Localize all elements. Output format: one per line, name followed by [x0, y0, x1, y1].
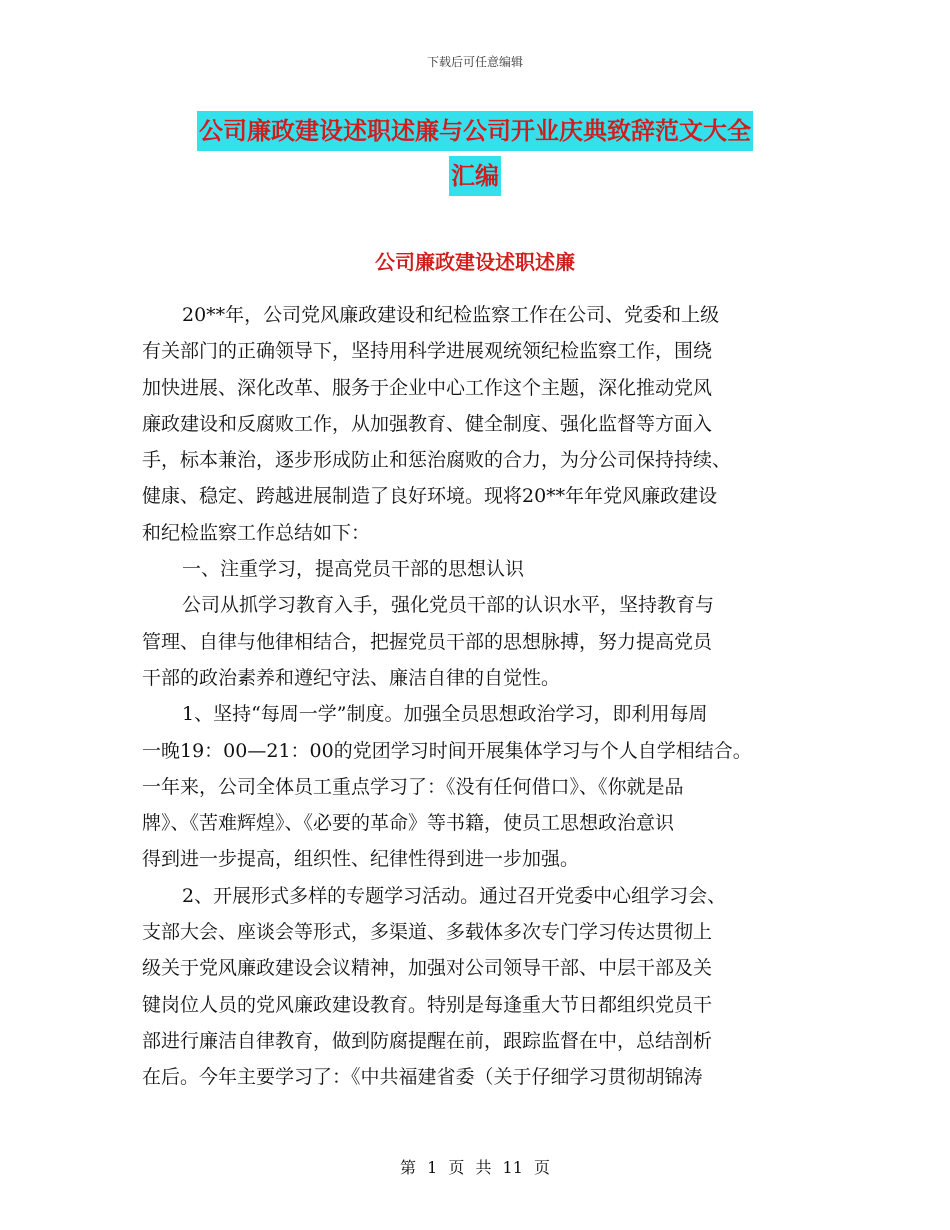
body-line: 部进行廉洁自律教育，做到防腐提醒在前，跟踪监督在中，总结剖析 — [142, 1029, 713, 1052]
body-line: 键岗位人员的党风廉政建设教育。特别是每逢重大节日都组织党员干 — [142, 993, 713, 1016]
body-line: 加快进展、深化改革、服务于企业中心工作这个主题，深化推动党风 — [142, 376, 713, 399]
body-line: 级关于党风廉政建设会议精神，加强对公司领导干部、中层干部及关 — [142, 957, 713, 980]
body-line: 一年来，公司全体员工重点学习了：《没有任何借口》、《你就是品 — [142, 775, 684, 798]
document-title-line-2-wrapper — [0, 156, 950, 196]
body-line: 公司从抓学习教育入手，强化党员干部的认识水平，坚持教育与 — [182, 594, 715, 617]
section-heading: 公司廉政建设述职述廉 — [375, 250, 575, 274]
body-line: 和纪检监察工作总结如下： — [142, 521, 371, 544]
document-body — [142, 297, 808, 1096]
body-line: 一、注重学习，提高党员干部的思想认识 — [182, 558, 525, 581]
body-line: 有关部门的正确领导下，坚持用科学进展观统领纪检监察工作，围绕 — [142, 340, 713, 363]
body-line: 管理、自律与他律相结合，把握党员干部的思想脉搏，努力提高党员 — [142, 630, 713, 653]
body-line: 一晚19：00—21：00的党团学习时间开展集体学习与个人自学相结合。 — [142, 739, 752, 762]
header-note: 下载后可任意编辑 — [426, 55, 523, 69]
body-line: 20**年，公司党风廉政建设和纪检监察工作在公司、党委和上级 — [182, 304, 720, 326]
document-title-line-1: 公司廉政建设述职述廉与公司开业庆典致辞范文大全 — [197, 111, 753, 151]
body-line: 廉政建设和反腐败工作，从加强教育、健全制度、强化监督等方面入 — [142, 412, 713, 435]
body-line: 干部的政治素养和遵纪守法、廉洁自律的自觉性。 — [142, 666, 561, 689]
body-line: 2、开展形式多样的专题学习活动。通过召开党委中心组学习会、 — [182, 884, 727, 907]
body-line: 支部大会、座谈会等形式，多渠道、多载体多次专门学习传达贯彻上 — [142, 921, 713, 944]
body-line: 1、坚持“每周一学”制度。加强全员思想政治学习，即利用每周 — [182, 703, 708, 726]
document-title-line-1-wrapper — [0, 111, 950, 151]
body-line: 手，标本兼治，逐步形成防止和惩治腐败的合力，为分公司保持持续、 — [142, 449, 732, 472]
body-line: 在后。今年主要学习了：《中共福建省委（关于仔细学习贯彻胡锦涛 — [142, 1066, 703, 1089]
page-footer: 第 1 页 共 11 页 — [400, 1158, 550, 1177]
document-title-line-2: 汇编 — [449, 156, 501, 196]
body-line: 得到进一步提高，组织性、纪律性得到进一步加强。 — [142, 848, 580, 871]
body-line: 健康、稳定、跨越进展制造了良好环境。现将20**年年党风廉政建设 — [142, 485, 718, 508]
body-line: 牌》、《苦难辉煌》、《必要的革命》等书籍，使员工思想政治意识 — [142, 812, 675, 835]
